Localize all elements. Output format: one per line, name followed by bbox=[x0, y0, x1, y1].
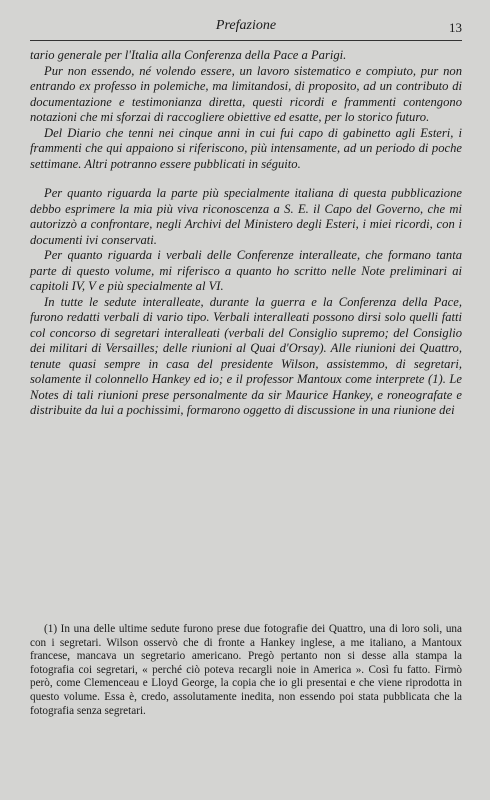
header-rule bbox=[30, 40, 462, 41]
paragraph: In tutte le sedute interalleate, durante la guerra e la Conferenza della Pace, furono redatti verbali di vario tipo. Verbali interalleati possono dirsi solo quelli fatti col concorso di segretari interalleati (verbali del Consiglio supremo; del Consiglio dei militari di Versailles; delle riunioni al Quai d'Orsay). Alle riunioni dei Quattro, tenute quasi sempre in casa del presidente Wilson, assistemmo, di segretari, solamente il colonnello Hankey ed io; e il professor Mantoux come interprete (1). Le Notes di tali riunioni prese personalmente da sir Maurice Hankey, e roneografate e distribuite da lui a pochissimi, formarono oggetto di discussione in una riunione dei bbox=[30, 294, 462, 417]
page-header bbox=[30, 14, 462, 38]
paragraph: Del Diario che tenni nei cinque anni in cui fui capo di gabinetto agli Esteri, i frammenti che qui appaiono si riferiscono, più intensamente, ad un periodo di poche settimane. Altri potranno essere pubblicati in séguito. bbox=[30, 125, 462, 171]
paragraph: Per quanto riguarda la parte più specialmente italiana di questa pubblicazione debbo esprimere la mia più viva riconoscenza a S. E. il Capo del Governo, che mi autorizzò a confrontare, negli Archivi del Ministero degli Esteri, i miei ricordi, con i documenti ivi conservati. bbox=[30, 186, 462, 247]
paragraph: tario generale per l'Italia alla Conferenza della Pace a Parigi. bbox=[30, 48, 347, 62]
body-text bbox=[30, 48, 462, 419]
page-number: 13 bbox=[449, 20, 462, 35]
running-title: Prefazione bbox=[215, 18, 277, 33]
footnote: (1) In una delle ultime sedute furono prese due fotografie dei Quattro, una di loro soli, una con i segretari. Wilson osservò che di fronte a Hankey inglese, a me italiano, a Mantoux francese, mancava un segretario americano. Pregò pertanto non si desse alla stampa la fotografia coi segretari, « perché ciò poteva recargli noie in America ». Così fu fatto. Firmò però, come Clemenceau e Lloyd George, la copia che io gli presentai e che viene riprodotta in questo volume. Essa è, credo, assolutamente inedita, non essendo poi stata pubblicata che la fotografia senza segretari. bbox=[30, 623, 462, 717]
paragraph: Pur non essendo, né volendo essere, un lavoro sistematico e compiuto, pur non entrando ex professo in polemiche, ma limitandosi, di proposito, ad un contributo di documentazione e testimonianza diretta, questi ricordi e frammenti contengono notazioni che mi sforzai di raccogliere obiettive ed esatte, per lo storico futuro. bbox=[30, 63, 462, 124]
paragraph: Per quanto riguarda i verbali delle Conferenze interalleate, che formano tanta parte di questo volume, mi riferisco a quanto ho scritto nelle Note preliminari ai capitoli IV, V e più specialmente al VI. bbox=[30, 248, 462, 293]
